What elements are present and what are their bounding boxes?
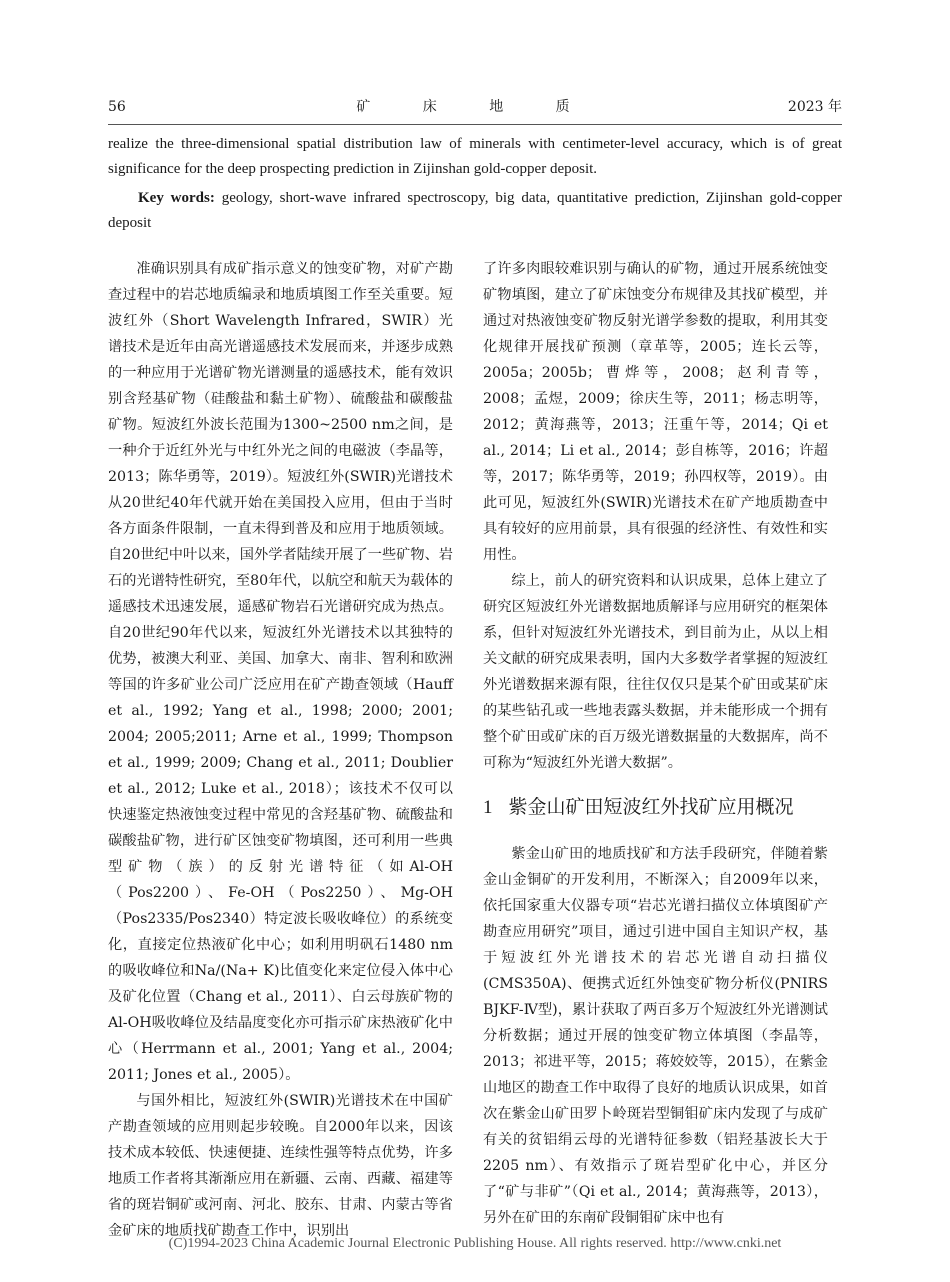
paragraph: 了许多肉眼较难识别与确认的矿物，通过开展系统蚀变矿物填图，建立了矿床蚀变分布规律及其找矿模型，并通过对热液蚀变矿物反射光谱学参数的提取，利用其变化规律开展找矿预测（章革等，2005；连长云等，2005a；2005b；曹烨等，2008；赵利青等，2008；孟煜，2009；徐庆生等，2011；杨志明等，2012；黄海燕等，2013；汪重午等，2014；Qi et al., 2014；Li et al., 2014；彭自栋等，2016；许超等，2017；陈华勇等，2019；孙四权等，2019）。由此可见，短波红外(SWIR)光谱技术在矿产地质勘查中具有较好的应用前景，具有很强的经济性、有效性和实用性。 (483, 261, 828, 563)
paragraph: 综上，前人的研究资料和认识成果，总体上建立了研究区短波红外光谱数据地质解译与应用研究的框架体系，但针对短波红外光谱技术，到目前为止，从以上相关文献的研究成果表明，国内大多数学者掌握的短波红外光谱数据来源有限，往往仅仅只是某个矿田或某矿床的某些钻孔或一些地表露头数据，并未能形成一个拥有整个矿田或矿床的百万级光谱数据量的大数据库，尚不可称为“短波红外光谱大数据”。 (483, 573, 828, 771)
abstract-ending: realize the three-dimensional spatial distribution law of minerals with centimeter-level accuracy, which is of great significance for the deep prospecting prediction in Zijinshan gold-copper deposit. (108, 136, 842, 177)
english-abstract (108, 132, 842, 236)
left-column (108, 256, 453, 1244)
keywords (108, 186, 842, 236)
section-number: 1 (483, 797, 493, 818)
copyright-footer: (C)1994-2023 China Academic Journal Electronic Publishing House. All rights reserved. http://www.cnki.net (168, 1236, 782, 1251)
running-header (108, 94, 842, 120)
paragraph: 准确识别具有成矿指示意义的蚀变矿物，对矿产勘查过程中的岩芯地质编录和地质填图工作至关重要。短波红外（Short Wavelength Infrared，SWIR）光谱技术是近年由高光谱遥感技术发展而来，并逐步成熟的一种应用于光谱矿物光谱测量的遥感技术，能有效识别含羟基矿物（硅酸盐和黏土矿物）、硫酸盐和碳酸盐矿物。短波红外波长范围为1300~2500 nm之间，是一种介于近红外光与中红外光之间的电磁波（李晶等，2013；陈华勇等，2019）。短波红外(SWIR)光谱技术从20世纪40年代就开始在美国投入应用，但由于当时各方面条件限制，一直未得到普及和应用于地质领域。自20世纪中叶以来，国外学者陆续开展了一些矿物、岩石的光谱特性研究，至80年代，以航空和航天为载体的遥感技术迅速发展，遥感矿物岩石光谱研究成为热点。自20世纪90年代以来，短波红外光谱技术以其独特的优势，被澳大利亚、美国、加拿大、南非、智利和欧洲等国的许多矿业公司广泛应用在矿产勘查领域（Hauff et al., 1992; Yang et al., 1998; 2000; 2001; 2004; 2005;2011; Arne et al., 1999; Thompson et al., 1999; 2009; Chang et al., 2011; Doublier et al., 2012; Luke et al., 2018）；该技术不仅可以快速鉴定热液蚀变过程中常见的含羟基矿物、硫酸盐和碳酸盐矿物，进行矿区蚀变矿物填图，还可利用一些典型矿物（族）的反射光谱特征（如Al-OH（Pos2200）、Fe-OH（Pos2250）、Mg-OH（Pos2335/Pos2340）特定波长吸收峰位）的系统变化，直接定位热液矿化中心；如利用明矾石1480 nm的吸收峰位和Na/(Na+ K)比值变化来定位侵入体中心及矿化位置（Chang et al., 2011）、白云母族矿物的Al-OH吸收峰位及结晶度变化亦可指示矿床热液矿化中心（Herrmann et al., 2001; Yang et al., 2004; 2011; Jones et al., 2005）。 (108, 261, 453, 1083)
header-rule (108, 124, 842, 125)
journal-title: 矿 床 地 质 (356, 99, 594, 115)
page-number: 56 (108, 99, 126, 115)
section-title: 紫金山矿田短波红外找矿应用概况 (508, 796, 794, 818)
section-heading (483, 792, 828, 823)
paragraph: 紫金山矿田的地质找矿和方法手段研究，伴随着紫金山金铜矿的开发利用，不断深入；自2009年以来，依托国家重大仪器专项“岩芯光谱扫描仪立体填图矿产勘查应用研究”项目，通过引进中国自主知识产权，基于短波红外光谱技术的岩芯光谱自动扫描仪(CMS350A)、便携式近红外蚀变矿物分析仪(PNIRS BJKF-Ⅳ型)，累计获取了两百多万个短波红外光谱测试分析数据；通过开展的蚀变矿物立体填图（李晶等，2013；祁进平等，2015；蒋姣姣等，2015），在紫金山地区的勘查工作中取得了良好的地质认识成果，如首次在紫金山矿田罗卜岭斑岩型铜钼矿床内发现了与成矿有关的贫铝绢云母的光谱特征参数（铝羟基波长大于2205 nm）、有效指示了斑岩型矿化中心，并区分了“矿与非矿”（Qi et al., 2014；黄海燕等，2013），另外在矿田的东南矿段铜钼矿床中也有 (483, 846, 828, 1226)
right-column (483, 256, 828, 1231)
keywords-text: geology, short-wave infrared spectroscopy, big data, quantitative prediction, Zijinshan gold-copper deposit (108, 190, 842, 231)
publication-year: 2023 年 (787, 99, 842, 115)
keywords-label: Key words: (138, 190, 215, 206)
paragraph: 与国外相比，短波红外(SWIR)光谱技术在中国矿产勘查领域的应用则起步较晚。自2000年以来，因该技术成本较低、快速便捷、连续性强等特点优势，许多地质工作者将其渐渐应用在新疆、云南、西藏、福建等省的斑岩铜矿或河南、河北、胶东、甘肃、内蒙古等省金矿床的地质找矿勘查工作中，识别出 (108, 1093, 453, 1239)
